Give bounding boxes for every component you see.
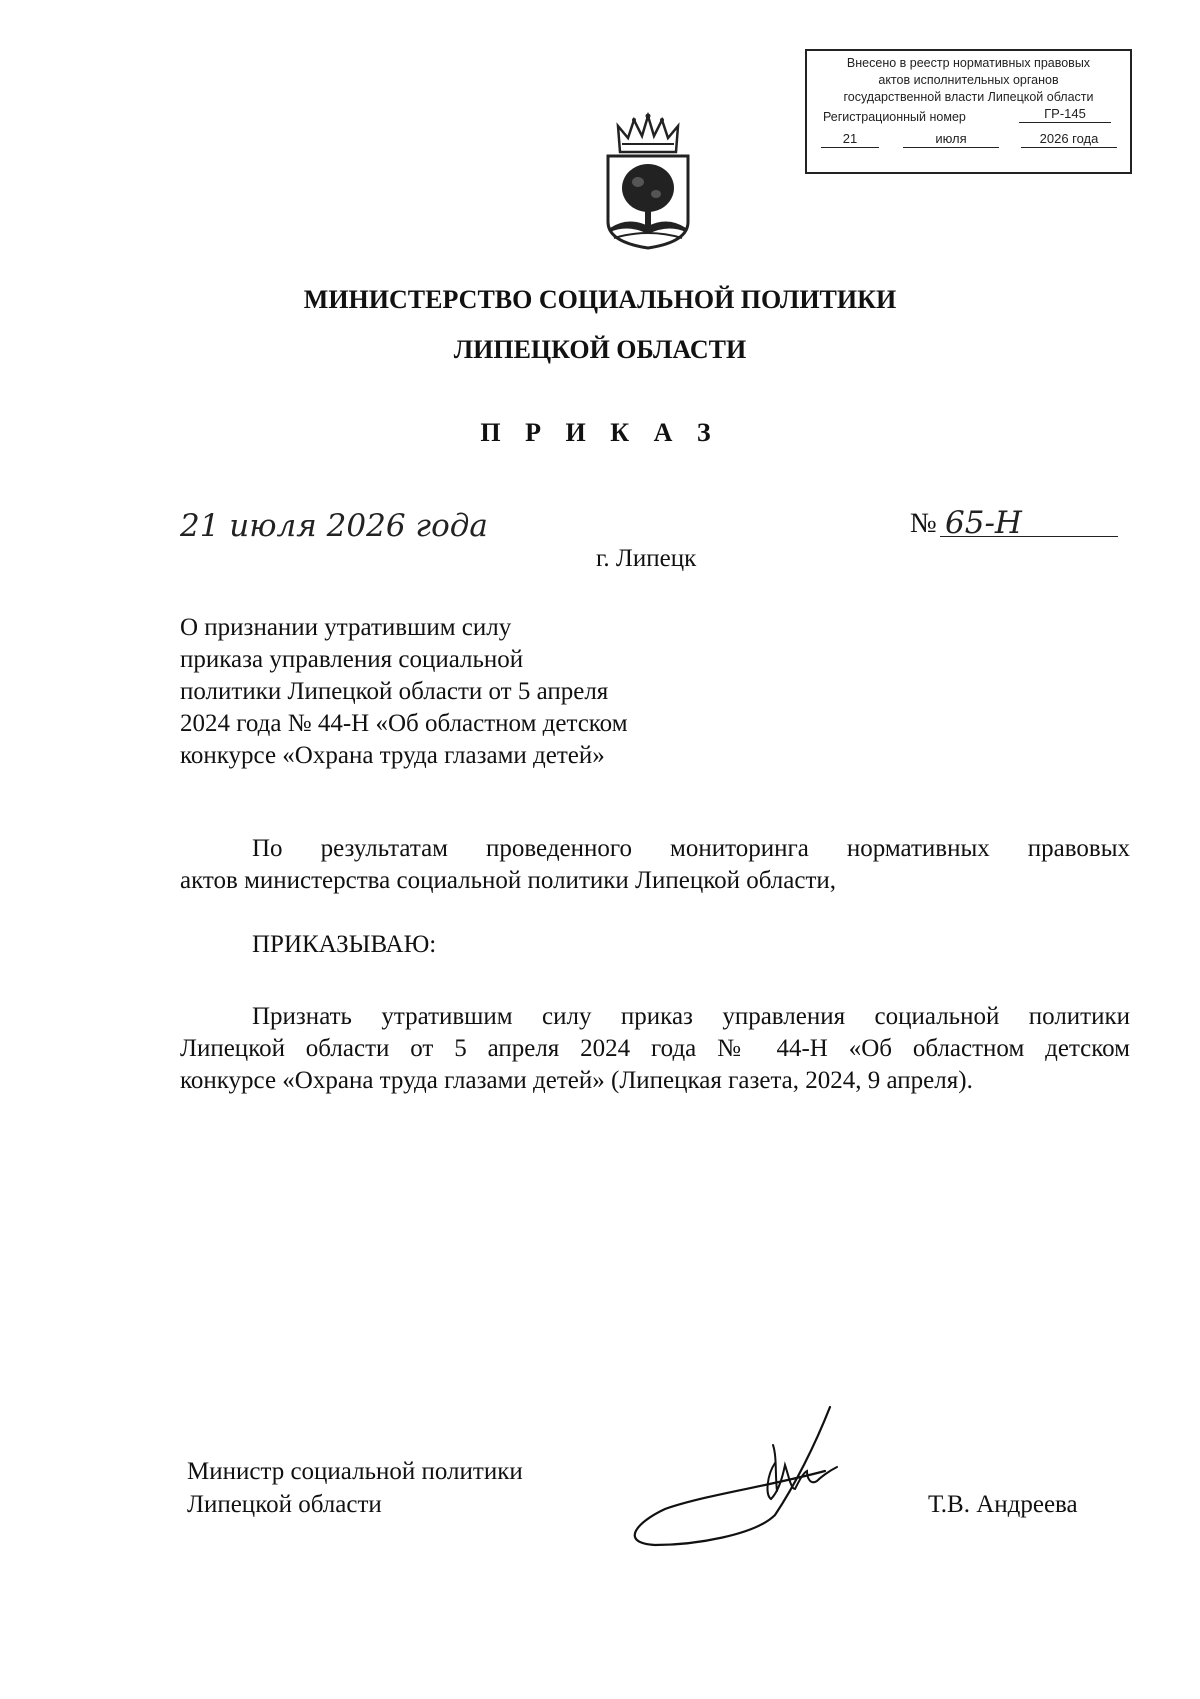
preamble-line: актов министерства социальной политики Липецкой области, — [180, 867, 837, 894]
subject-line: конкурсе «Охрана труда глазами детей» — [180, 742, 605, 769]
stamp-year: 2026 года — [1021, 131, 1117, 148]
stamp-line-2: актов исполнительных органов — [878, 73, 1059, 87]
lipetsk-coat-of-arms-icon — [598, 112, 698, 252]
order-subject — [180, 612, 740, 772]
decision-line: Признать утратившим силу приказ управления социальной политики — [252, 1003, 1130, 1030]
stamp-month: июля — [903, 131, 999, 148]
stamp-line-3: государственной власти Липецкой области — [843, 90, 1094, 104]
city: г. Липецк — [596, 545, 697, 572]
ministry-name-line-2: ЛИПЕЦКОЙ ОБЛАСТИ — [453, 335, 747, 364]
document-type-title: П Р И К А З — [480, 418, 720, 447]
subject-line: политики Липецкой области от 5 апреля — [180, 678, 609, 705]
handwritten-date: 21 июля 2026 года — [180, 508, 488, 544]
decision-line: Липецкой области от 5 апреля 2024 года № 44-Н «Об областном детском — [180, 1035, 1130, 1062]
stamp-line-1: Внесено в реестр нормативных правовых — [846, 56, 1091, 70]
number-prefix: № — [910, 508, 937, 539]
handwritten-signature — [625, 1405, 875, 1555]
stamp-day: 21 — [821, 131, 879, 148]
subject-line: 2024 года № 44-Н «Об областном детском — [180, 710, 628, 737]
preamble-line: По результатам проведенного мониторинга нормативных правовых — [252, 835, 1130, 862]
preamble-paragraph — [180, 833, 1130, 897]
number-underline — [940, 536, 1118, 537]
decision-paragraph — [180, 1001, 1130, 1097]
ministry-name-line-1: МИНИСТЕРСТВО СОЦИАЛЬНОЙ ПОЛИТИКИ — [303, 285, 897, 314]
subject-line: приказа управления социальной — [180, 646, 524, 673]
handwritten-number: 65-Н — [945, 505, 1022, 541]
signatory-position-line-1: Министр социальной политики — [187, 1458, 523, 1485]
stamp-reg-number: ГР-145 — [1019, 106, 1111, 123]
signatory-position-line-2: Липецкой области — [187, 1491, 382, 1518]
stamp-reg-label: Регистрационный номер — [823, 110, 966, 124]
subject-line: О признании утратившим силу — [180, 614, 512, 641]
decision-line: конкурсе «Охрана труда глазами детей» (Липецкая газета, 2024, 9 апреля). — [180, 1067, 973, 1094]
registration-stamp — [805, 49, 1132, 174]
signatory-name: Т.В. Андреева — [928, 1491, 1078, 1518]
order-word: ПРИКАЗЫВАЮ: — [252, 931, 437, 958]
signatory-position — [187, 1455, 523, 1521]
